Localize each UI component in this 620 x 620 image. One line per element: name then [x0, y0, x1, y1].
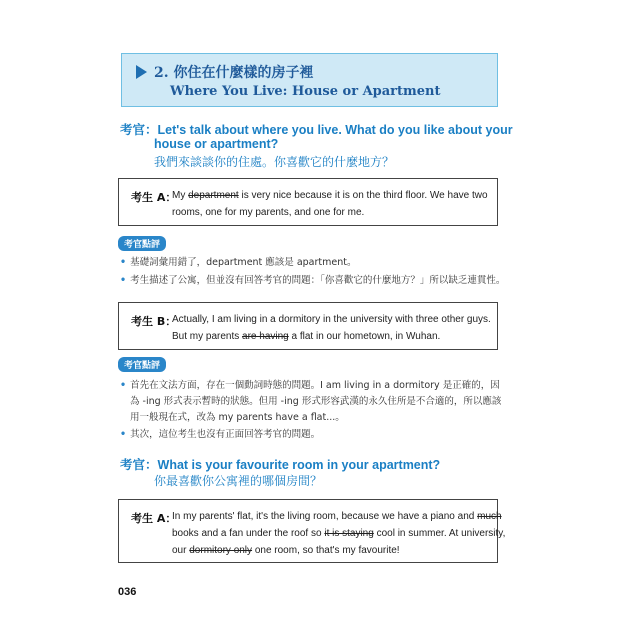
- examiner-comment-badge: 考官點評: [118, 357, 166, 372]
- comment-bullet: • 基礎詞彙用錯了，department 應該是 apartment。: [120, 257, 357, 268]
- examiner-comment-badge: 考官點評: [118, 236, 166, 251]
- comment-bullet: • 其次，這位考生也沒有正面回答考官的問題。: [120, 429, 321, 440]
- candidate-label: 考生 B：: [131, 315, 177, 328]
- answer-box-2: [118, 302, 498, 350]
- section-header: [121, 53, 498, 107]
- play-arrow-icon: [136, 65, 147, 79]
- question-1-translation: 我們來談談你的住處。你喜歡它的什麼地方？: [154, 155, 395, 169]
- examiner-label: 考官：: [120, 458, 158, 472]
- struck-word: it is staying: [324, 528, 374, 539]
- question-2-translation: 你最喜歡你公寓裡的哪個房間？: [154, 474, 323, 488]
- struck-word: department: [188, 190, 239, 201]
- answer-text: Actually, I am living in a dormitory in the university with three other guys. But my parents are having a flat in our hometown, in Wuhan.: [172, 314, 491, 342]
- answer-text: In my parents' flat, it's the living room, because we have a piano and much books and a fan under the roof so it is staying cool in summer. At university, our dormitory only one room, so that's my favourite!: [172, 511, 506, 556]
- struck-word: dormitory only: [189, 545, 253, 556]
- comment-bullet: • 首先在文法方面，存在一個動詞時態的問題。I am living in a dormitory 是正確的，因 為 -ing 形式表示暫時的狀態。但用 -ing 形式形容武漢的永久住所是不合適的，所以應該 用一般現在式，改為 my parents have a flat...。: [120, 380, 502, 423]
- answer-text: My department is very nice because it is on the third floor. We have two rooms, one for my parents, and one for me.: [172, 190, 488, 218]
- question-1-line-2: house or apartment?: [154, 137, 279, 151]
- answer-box-1: [118, 178, 498, 226]
- examiner-label: 考官：: [120, 123, 158, 137]
- candidate-label: 考生 A：: [131, 512, 177, 525]
- struck-word: are having: [242, 331, 289, 342]
- section-title: 2. 你住在什麼樣的房子裡: [154, 65, 314, 81]
- question-2-line-1: 考官：What is your favourite room in your apartment?: [120, 458, 441, 472]
- page-number: 036: [118, 586, 137, 598]
- question-1-line-1: 考官：Let's talk about where you live. What do you like about your: [120, 123, 513, 137]
- section-subtitle: Where You Live: House or Apartment: [170, 84, 441, 99]
- struck-word: much: [477, 511, 502, 522]
- answer-box-3: [118, 499, 506, 563]
- comment-bullet: • 考生描述了公寓，但並沒有回答考官的問題：「你喜歡它的什麼地方？」所以缺乏連貫性。: [120, 275, 506, 286]
- candidate-label: 考生 A：: [131, 191, 177, 204]
